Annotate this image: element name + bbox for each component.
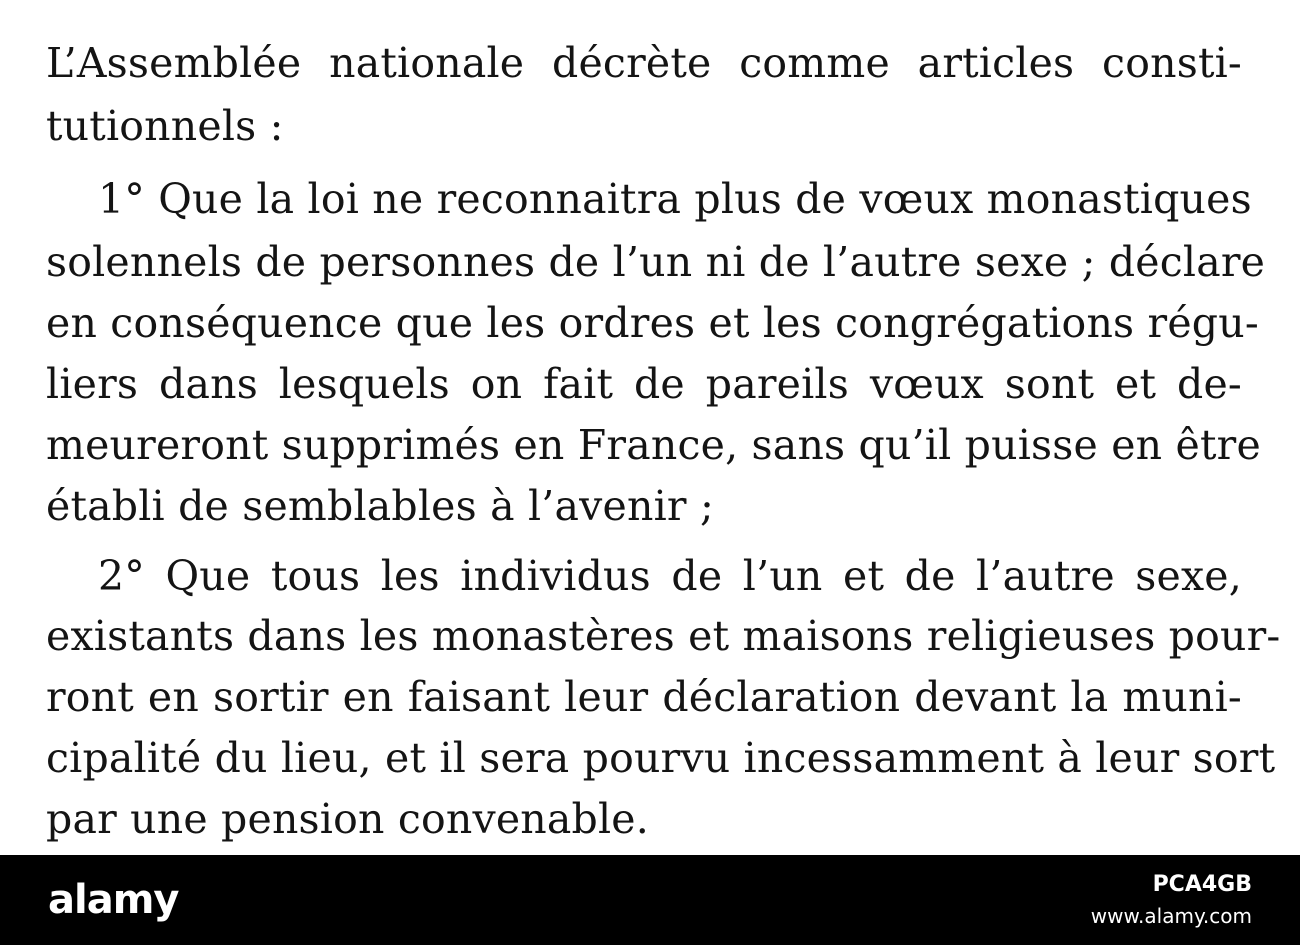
text-line: existants dans les monastères et maisons religieuses pour-	[46, 612, 1281, 660]
text-line: 2° Que tous les individus de l’un et de l’autre sexe,	[98, 552, 1242, 600]
image-id: PCA4GB	[1152, 872, 1252, 897]
watermark-banner	[0, 855, 1300, 945]
text-line: en conséquence que les ordres et les congrégations régu-	[46, 299, 1259, 347]
watermark-url: www.alamy.com	[1090, 904, 1252, 928]
text-line: meureront supprimés en France, sans qu’il puisse en être	[46, 421, 1261, 469]
text-line: établi de semblables à l’avenir ;	[46, 482, 714, 530]
text-line: cipalité du lieu, et il sera pourvu incessamment à leur sort	[46, 734, 1276, 782]
text-line: tutionnels :	[46, 102, 284, 150]
text-line: L’Assemblée nationale décrète comme articles consti-	[46, 39, 1242, 87]
text-line: solennels de personnes de l’un ni de l’autre sexe ; déclare	[46, 238, 1266, 286]
text-line: ront en sortir en faisant leur déclaration devant la muni-	[46, 673, 1242, 721]
text-line: par une pension convenable.	[46, 795, 650, 843]
text-line: liers dans lesquels on fait de pareils vœux sont et de-	[46, 360, 1242, 408]
text-line: 1° Que la loi ne reconnaitra plus de vœux monastiques	[98, 175, 1252, 223]
alamy-logo: alamy	[48, 877, 179, 923]
